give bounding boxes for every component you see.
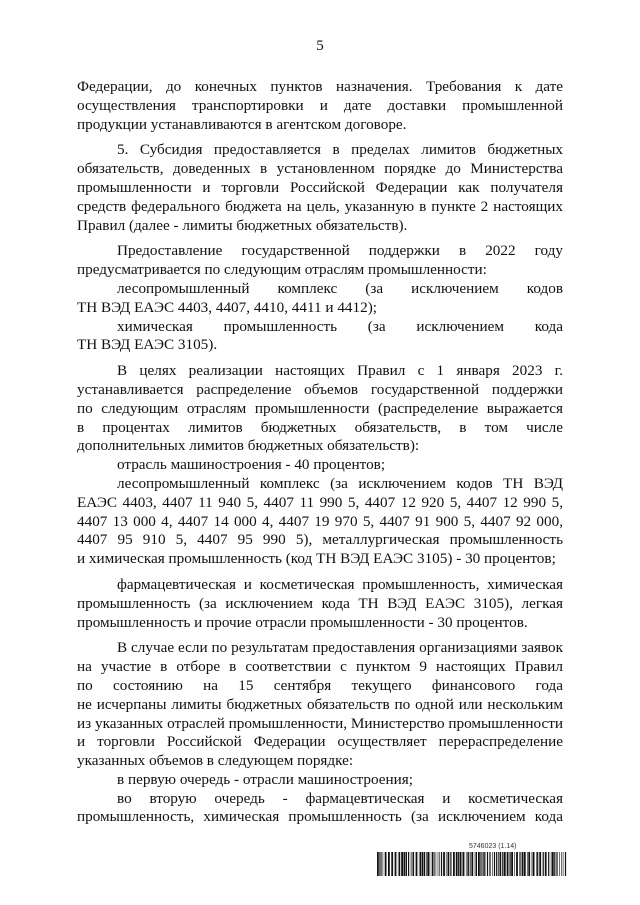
- text-line: не исчерпаны лимиты бюджетных обязательств по одной или нескольким: [77, 695, 563, 713]
- text-line: Предоставление государственной поддержки в 2022 году: [117, 242, 563, 260]
- text-line: из указанных отраслей промышленности, Министерство промышленности: [77, 714, 563, 732]
- text-line: промышленность (за исключением кода ТН ВЭД ЕАЭС 3105), легкая: [77, 594, 563, 612]
- text-line: и торговли Российской Федерации осуществляет перераспределение: [77, 733, 563, 751]
- document-code: 5746023 (1.14): [469, 843, 517, 850]
- text-line: лесопромышленный комплекс (за исключением кодов: [117, 279, 563, 297]
- text-line: В целях реализации настоящих Правил с 1 января 2023 г.: [117, 362, 563, 380]
- text-line: по состоянию на 15 сентября текущего финансового года: [77, 676, 563, 694]
- text-line: промышленности и торговли Российской Федерации как получателя: [77, 178, 563, 196]
- text-line: 4407 13 000 4, 4407 14 000 4, 4407 19 970 5, 4407 91 900 5, 4407 92 000,: [77, 512, 563, 530]
- text-line: во вторую очередь - фармацевтическая и косметическая: [117, 789, 563, 807]
- text-line: Правил (далее - лимиты бюджетных обязательств).: [77, 216, 408, 234]
- document-body: [77, 78, 563, 827]
- text-line: промышленность и прочие отрасли промышленности - 30 процентов.: [77, 613, 528, 631]
- text-line: отрасль машиностроения - 40 процентов;: [117, 456, 386, 474]
- text-line: на участие в отборе в соответствии с пунктом 9 настоящих Правил: [77, 658, 563, 676]
- text-line: Федерации, до конечных пунктов назначения. Требования к дате: [77, 78, 563, 95]
- text-line: промышленность, химическая промышленность (за исключением кода: [77, 808, 563, 826]
- text-line: устанавливается распределение объемов государственной поддержки: [77, 380, 563, 398]
- text-line: фармацевтическая и косметическая промышленность, химическая: [117, 575, 563, 593]
- text-line: средств федерального бюджета на цель, указанную в пункте 2 настоящих: [77, 197, 563, 215]
- text-line: 4407 95 910 5, 4407 95 990 5), металлургическая промышленность: [77, 531, 563, 549]
- page-number: 5: [316, 38, 324, 54]
- text-line: и химическая промышленность (код ТН ВЭД ЕАЭС 3105) - 30 процентов;: [77, 550, 556, 568]
- text-line: обязательств, доведенных в установленном порядке до Министерства: [77, 160, 563, 178]
- text-line: продукции устанавливаются в агентском договоре.: [77, 115, 407, 133]
- text-line: осуществления транспортировки и дате доставки промышленной: [77, 96, 563, 114]
- text-line: ЕАЭС 4403, 4407 11 940 5, 4407 11 990 5, 4407 12 920 5, 4407 12 990 5,: [77, 493, 563, 511]
- text-line: В случае если по результатам предоставления организациями заявок: [117, 639, 563, 657]
- barcode-image: [377, 852, 567, 876]
- text-line: по следующим отраслям промышленности (распределение выражается: [77, 399, 563, 417]
- text-line: 5. Субсидия предоставляется в пределах лимитов бюджетных: [117, 141, 563, 159]
- text-line: ТН ВЭД ЕАЭС 4403, 4407, 4410, 4411 и 4412);: [77, 298, 377, 316]
- text-line: лесопромышленный комплекс (за исключением кодов ТН ВЭД: [117, 474, 563, 492]
- text-line: в первую очередь - отрасли машиностроения;: [117, 770, 413, 788]
- text-line: дополнительных лимитов бюджетных обязательств):: [77, 437, 420, 455]
- text-line: предусматривается по следующим отраслям промышленности:: [77, 261, 487, 279]
- text-line: химическая промышленность (за исключением кода: [117, 317, 563, 335]
- text-line: в процентах лимитов бюджетных обязательств, в том числе: [77, 418, 563, 436]
- text-line: ТН ВЭД ЕАЭС 3105).: [77, 336, 218, 354]
- text-line: указанных объемов в следующем порядке:: [77, 752, 354, 770]
